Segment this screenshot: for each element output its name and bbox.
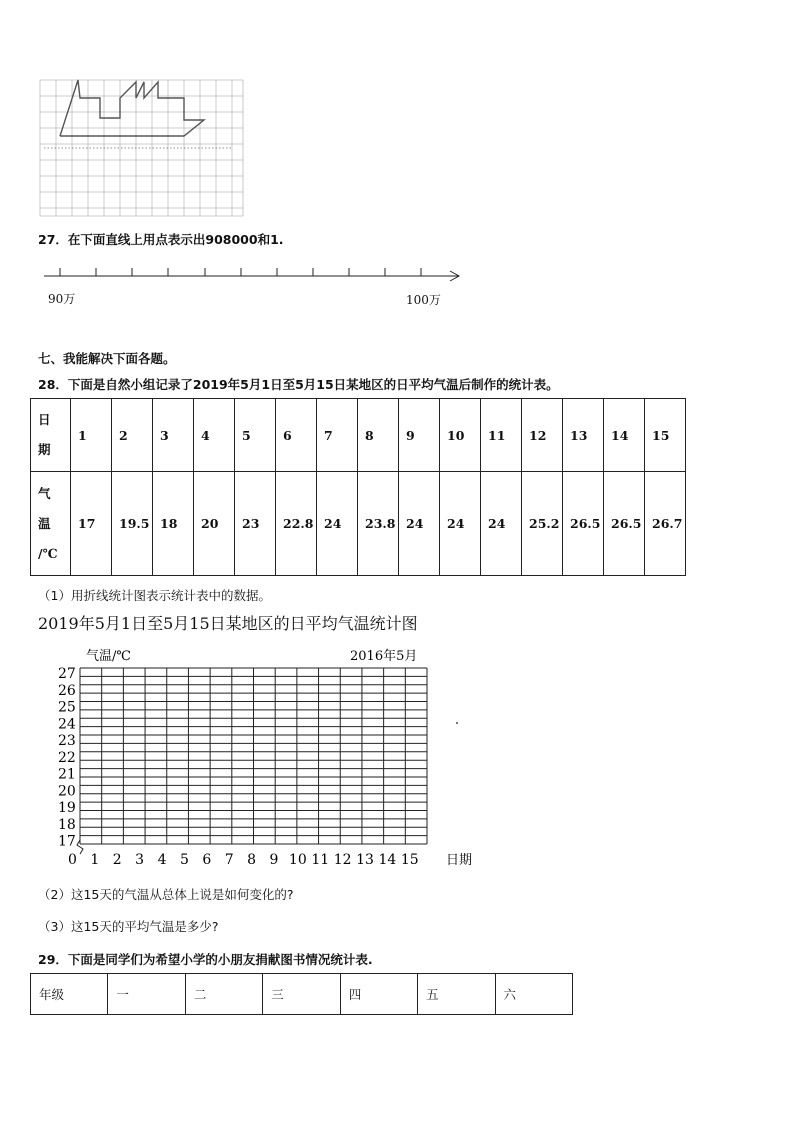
chart-y-ticks	[58, 666, 76, 850]
books-table	[30, 973, 573, 1015]
temp-cell: 25.2	[522, 472, 563, 576]
x-tick-label: 14	[378, 852, 397, 868]
y-tick-label: 17	[58, 833, 76, 850]
y-tick-label: 25	[58, 699, 76, 716]
number-line[interactable]	[44, 262, 464, 286]
temp-cell: 26.5	[563, 472, 604, 576]
header-grade-3: 三	[263, 974, 340, 1015]
x-tick-label: 5	[179, 852, 189, 868]
q28-sub1: （1）用折线统计图表示统计表中的数据。	[38, 588, 271, 603]
x-tick-label: 3	[135, 852, 145, 868]
temp-cell: 20	[194, 472, 235, 576]
temp-cell: 22.8	[276, 472, 317, 576]
chart-xlabel: 日期	[446, 853, 473, 868]
chart-corner-label: 2016年5月	[350, 649, 418, 664]
chart-ylabel: 气温/℃	[86, 649, 131, 664]
y-tick-label: 24	[58, 716, 76, 733]
temp-header-char2: 温	[38, 515, 51, 531]
temp-cell: 24	[317, 472, 358, 576]
day-cell: 5	[235, 399, 276, 472]
grid-figure	[38, 78, 246, 218]
temp-cell: 26.7	[645, 472, 686, 576]
temp-cell: 23	[235, 472, 276, 576]
day-cell: 6	[276, 399, 317, 472]
temp-cell: 17	[71, 472, 112, 576]
section-7-title: 七、我能解决下面各题。	[38, 351, 176, 366]
temp-header	[31, 472, 71, 576]
x-tick-label: 12	[333, 852, 352, 868]
temperature-chart[interactable]	[50, 644, 490, 872]
q29-intro: 29．下面是同学们为希望小学的小朋友捐献图书情况统计表.	[38, 952, 373, 967]
x-tick-label: 9	[269, 852, 279, 868]
day-cell: 13	[563, 399, 604, 472]
x-tick-label: 0	[68, 852, 77, 868]
table-row-temp	[31, 472, 686, 576]
x-tick-label: 7	[224, 852, 234, 868]
day-cell: 12	[522, 399, 563, 472]
y-tick-label: 27	[58, 666, 76, 682]
header-grade-5: 五	[418, 974, 495, 1015]
stray-dot	[456, 722, 458, 724]
temp-cell: 24	[440, 472, 481, 576]
y-tick-label: 20	[58, 783, 76, 800]
x-tick-label: 8	[247, 852, 257, 868]
day-cell: 3	[153, 399, 194, 472]
day-cell: 9	[399, 399, 440, 472]
header-grade: 年级	[31, 974, 108, 1015]
x-tick-label: 10	[288, 852, 307, 868]
header-grade-1: 一	[108, 974, 185, 1015]
temp-cell: 24	[481, 472, 522, 576]
q28-sub2: （2）这15天的气温从总体上说是如何变化的?	[38, 887, 294, 902]
x-tick-label: 6	[202, 852, 212, 868]
x-tick-label: 2	[112, 852, 122, 868]
temp-header-char1: 气	[38, 485, 51, 501]
y-tick-label: 23	[58, 733, 76, 750]
day-cell: 7	[317, 399, 358, 472]
number-line-end-label: 100万	[406, 293, 441, 307]
header-grade-6: 六	[495, 974, 572, 1015]
table-row-date	[31, 399, 686, 472]
date-header-char1: 日	[38, 412, 51, 427]
day-cell: 1	[71, 399, 112, 472]
day-cell: 8	[358, 399, 399, 472]
x-tick-label: 1	[90, 852, 100, 868]
day-cell: 10	[440, 399, 481, 472]
x-tick-label: 13	[356, 852, 374, 868]
chart-title: 2019年5月1日至5月15日某地区的日平均气温统计图	[38, 614, 418, 633]
q28-intro: 28．下面是自然小组记录了2019年5月1日至5月15日某地区的日平均气温后制作的统计表。	[38, 377, 559, 392]
day-cell: 2	[112, 399, 153, 472]
day-cell: 11	[481, 399, 522, 472]
temp-cell: 19.5	[112, 472, 153, 576]
day-cell: 4	[194, 399, 235, 472]
day-cell: 15	[645, 399, 686, 472]
y-tick-label: 18	[58, 816, 76, 833]
chart-x-ticks	[68, 852, 419, 868]
y-tick-label: 22	[58, 749, 76, 766]
x-tick-label: 4	[157, 852, 167, 868]
temp-header-unit: /℃	[38, 545, 58, 561]
chart-grid	[77, 668, 427, 854]
x-tick-label: 11	[311, 852, 330, 868]
y-tick-label: 26	[58, 682, 76, 699]
temperature-table	[30, 398, 686, 576]
q28-sub3: （3）这15天的平均气温是多少?	[38, 919, 219, 934]
temp-cell: 18	[153, 472, 194, 576]
date-header-char2: 期	[38, 442, 51, 457]
temp-cell: 23.8	[358, 472, 399, 576]
header-grade-4: 四	[340, 974, 417, 1015]
date-header	[31, 399, 71, 472]
x-tick-label: 15	[400, 852, 419, 868]
header-grade-2: 二	[185, 974, 262, 1015]
day-cell: 14	[604, 399, 645, 472]
number-line-start-label: 90万	[48, 292, 76, 306]
q27-text: 27．在下面直线上用点表示出908000和1.	[38, 232, 284, 247]
table-row	[31, 974, 573, 1015]
temp-cell: 26.5	[604, 472, 645, 576]
y-tick-label: 19	[58, 800, 76, 817]
temp-cell: 24	[399, 472, 440, 576]
y-tick-label: 21	[58, 766, 76, 783]
